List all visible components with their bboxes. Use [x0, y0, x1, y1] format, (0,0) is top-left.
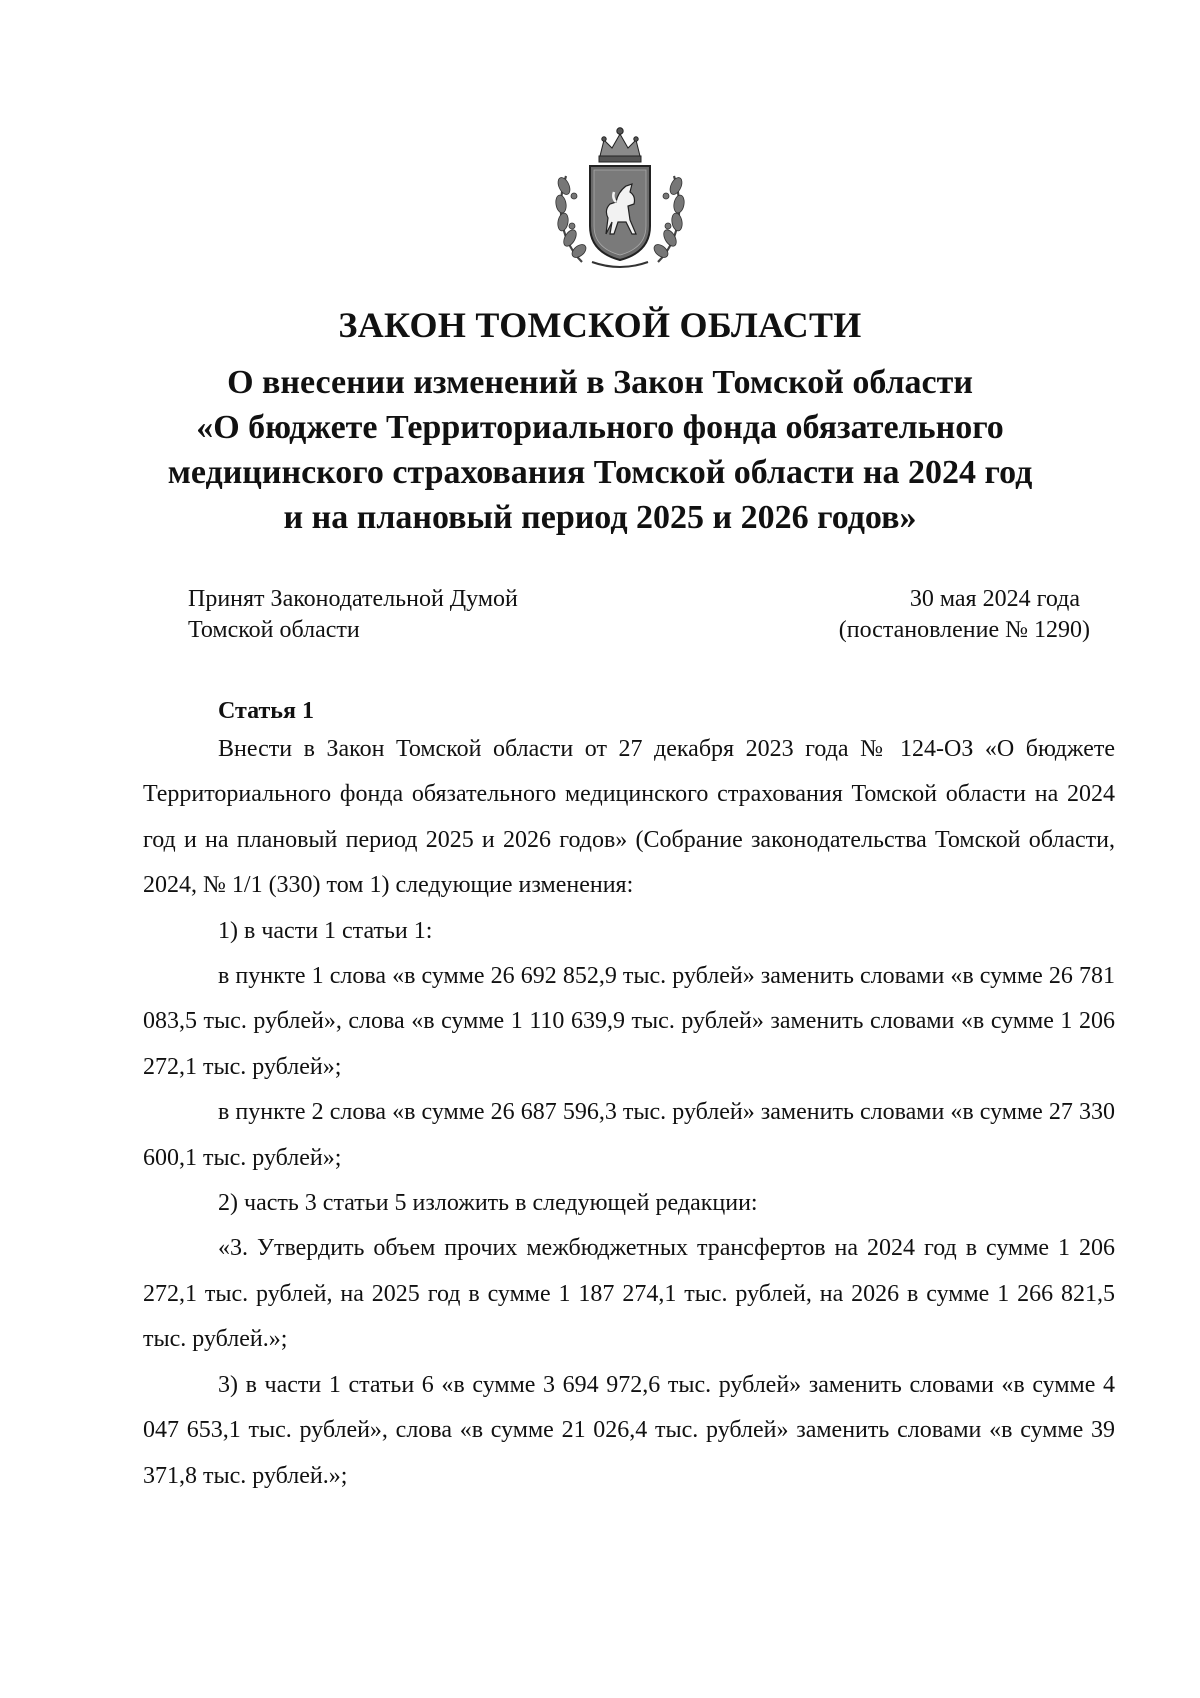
law-subtitle [0, 360, 1200, 540]
article-paragraph: 1) в части 1 статьи 1: [218, 917, 433, 944]
adopting-body-line: Принят Законодательной Думой [188, 586, 518, 612]
resolution-number: (постановление № 1290) [838, 617, 1090, 643]
coat-of-arms-emblem [552, 122, 688, 274]
article-heading: Статья 1 [218, 698, 314, 724]
subtitle-line: «О бюджете Территориального фонда обязательного [196, 409, 1004, 446]
subtitle-line: и на плановый период 2025 и 2026 годов» [283, 499, 917, 536]
adopting-body-line: Томской области [188, 617, 360, 643]
adoption-details [700, 584, 1090, 646]
law-title: ЗАКОН ТОМСКОЙ ОБЛАСТИ [338, 305, 862, 345]
adoption-date: 30 мая 2024 года [909, 586, 1080, 612]
article-paragraph: в пункте 2 слова «в сумме 26 687 596,3 тыс. рублей» заменить словами «в сумме 27 330 600,1 тыс. рублей»; [143, 1099, 1115, 1171]
subtitle-line: медицинского страхования Томской области на 2024 год [167, 454, 1033, 491]
article-paragraph: 3) в части 1 статьи 6 «в сумме 3 694 972,6 тыс. рублей» заменить словами «в сумме 4 047 653,1 тыс. рублей», слова «в сумме 21 026,4 тыс. рублей» заменить словами «в сумме 39 371,8 тыс. рублей.»; [143, 1371, 1115, 1489]
article-paragraph: 2) часть 3 статьи 5 изложить в следующей редакции: [218, 1190, 758, 1217]
article-paragraph: Внести в Закон Томской области от 27 декабря 2023 года № 124-ОЗ «О бюджете Территориального фонда обязательного медицинского страхования Томской области на 2024 год и на плановый период 2025 и 2026 годов» (Собрание законодательства Томской области, 2024, № 1/1 (330) том 1) следующие изменения: [143, 736, 1115, 899]
adopting-body [188, 584, 518, 646]
article-body [143, 727, 1115, 1499]
subtitle-line: О внесении изменений в Закон Томской области [227, 364, 973, 401]
article-paragraph: «3. Утвердить объем прочих межбюджетных трансфертов на 2024 год в сумме 1 206 272,1 тыс. рублей, на 2025 год в сумме 1 187 274,1 тыс. рублей, на 2026 в сумме 1 266 821,5 тыс. рублей.»; [143, 1235, 1115, 1353]
article-paragraph: в пункте 1 слова «в сумме 26 692 852,9 тыс. рублей» заменить словами «в сумме 26 781 083,5 тыс. рублей», слова «в сумме 1 110 639,9 тыс. рублей» заменить словами «в сумме 1 206 272,1 тыс. рублей»; [143, 963, 1115, 1080]
